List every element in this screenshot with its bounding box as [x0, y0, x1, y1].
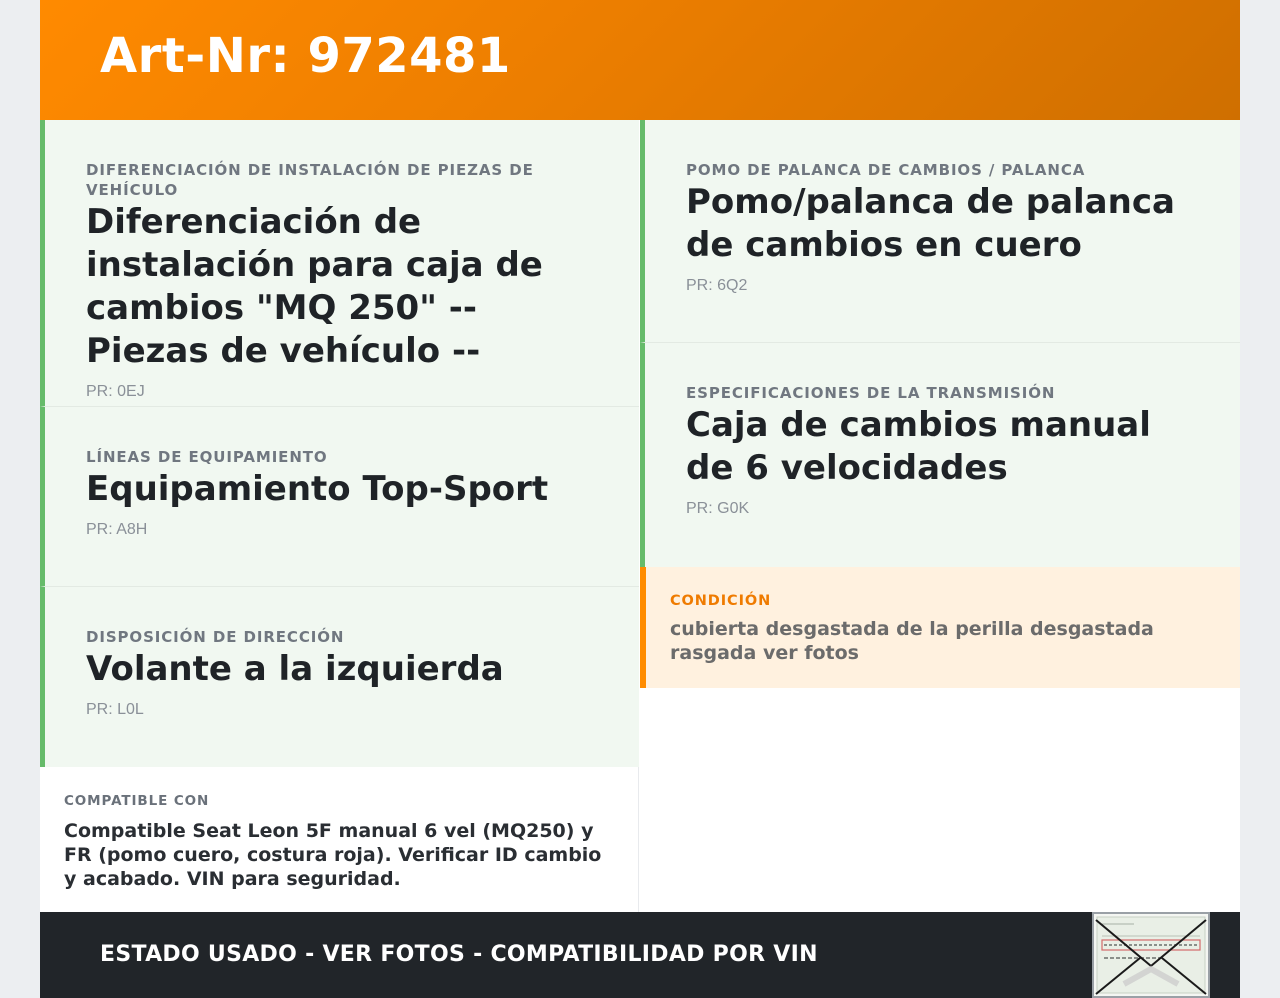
compatible-text: Compatible Seat Leon 5F manual 6 vel (MQ250) y FR (pomo cuero, costura roja). Verificar ID cambio y acabado. VIN para seguridad. [64, 820, 602, 890]
card-value: Volante a la izquierda [86, 649, 504, 689]
card-value: Equipamiento Top-Sport [86, 469, 549, 509]
compatible-with-section [40, 767, 639, 912]
page [40, 0, 1240, 998]
article-number-title: Art-Nr: 972481 [100, 28, 511, 84]
card-label: ESPECIFICACIONES DE LA TRANSMISIÓN [686, 384, 1056, 402]
label-photo-icon [1094, 914, 1208, 996]
card-equipment-lines [40, 407, 639, 587]
card-label: DIFERENCIACIÓN DE INSTALACIÓN DE PIEZAS DE VEHÍCULO [86, 161, 534, 199]
card-label: POMO DE PALANCA DE CAMBIOS / PALANCA [686, 161, 1086, 179]
card-label: DISPOSICIÓN DE DIRECCIÓN [86, 628, 345, 646]
card-gear-knob [640, 120, 1240, 343]
card-value: Caja de cambios manual de 6 velocidades [686, 405, 1151, 488]
card-pr-code: PR: 0EJ [86, 383, 145, 400]
compatible-label: COMPATIBLE CON [64, 793, 210, 809]
card-transmission-specs [640, 343, 1240, 567]
condition-notice [640, 567, 1240, 688]
condition-text: cubierta desgastada de la perilla desgastada rasgada ver fotos [670, 618, 1154, 664]
footer-bar [40, 912, 1240, 998]
label-photo-thumbnail[interactable] [1092, 912, 1210, 998]
card-pr-code: PR: 6Q2 [686, 277, 748, 294]
card-pr-code: PR: A8H [86, 521, 148, 538]
card-pr-code: PR: L0L [86, 701, 144, 718]
footer-status-text: ESTADO USADO - VER FOTOS - COMPATIBILIDAD POR VIN [100, 942, 818, 967]
condition-label: CONDICIÓN [670, 593, 772, 609]
card-value: Diferenciación de instalación para caja de cambios "MQ 250" -- Piezas de vehículo -- [86, 202, 543, 371]
card-installation-differentiation [40, 120, 639, 407]
header-banner [40, 0, 1240, 120]
card-value: Pomo/palanca de palanca de cambios en cuero [686, 182, 1175, 265]
card-label: LÍNEAS DE EQUIPAMIENTO [86, 448, 328, 466]
card-steering-layout [40, 587, 639, 767]
card-pr-code: PR: G0K [686, 500, 750, 517]
